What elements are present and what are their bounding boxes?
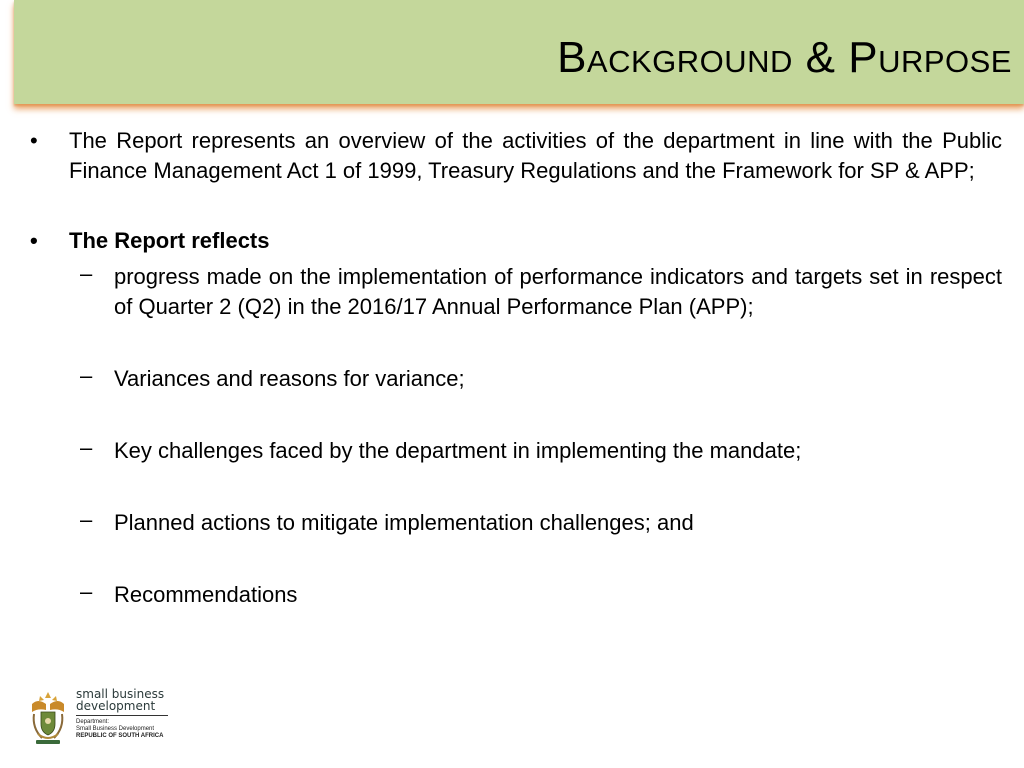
dash-icon: – (80, 507, 93, 532)
sub-item (28, 508, 1002, 538)
bullet-text: The Report reflects (69, 228, 270, 253)
logo-text (76, 688, 178, 740)
dash-icon: – (80, 261, 93, 286)
sub-item-text: Recommendations (114, 582, 298, 607)
department-label: Department: (76, 719, 110, 725)
title-banner (14, 0, 1024, 104)
sub-item-text: progress made on the implementation of performance indicators and targets set in respect of Quarter 2 (Q2) in the 2016/17 Annual Performance Plan (APP); (114, 264, 1002, 319)
department-name: Small Business Development (76, 726, 155, 732)
coat-of-arms-icon (28, 690, 68, 746)
sub-item (28, 262, 1002, 322)
sub-item-text: Planned actions to mitigate implementation challenges; and (114, 510, 694, 535)
brand-line-2: development (76, 699, 156, 713)
sub-item-text: Key challenges faced by the department in implementing the mandate; (114, 438, 802, 463)
brand-line-1: small business (76, 687, 165, 701)
dash-icon: – (80, 363, 93, 388)
dash-icon: – (80, 435, 93, 460)
bullet-icon: • (30, 228, 38, 253)
bullet-item (28, 226, 1002, 256)
slide-body (28, 126, 1002, 610)
sub-item (28, 364, 1002, 394)
bullet-icon: • (30, 128, 38, 153)
department-logo (28, 688, 178, 748)
country-name: REPUBLIC OF SOUTH AFRICA (76, 733, 164, 739)
sub-item-text: Variances and reasons for variance; (114, 366, 465, 391)
bullet-text: The Report represents an overview of the activities of the department in line with the Public Finance Management Act 1 of 1999, Treasury Regulations and the Framework for SP & APP; (69, 128, 1002, 183)
sub-item (28, 580, 1002, 610)
bullet-item (28, 126, 1002, 186)
logo-divider (76, 715, 168, 716)
sub-item (28, 436, 1002, 466)
dash-icon: – (80, 579, 93, 604)
slide-title: Background & Purpose (557, 33, 1012, 82)
